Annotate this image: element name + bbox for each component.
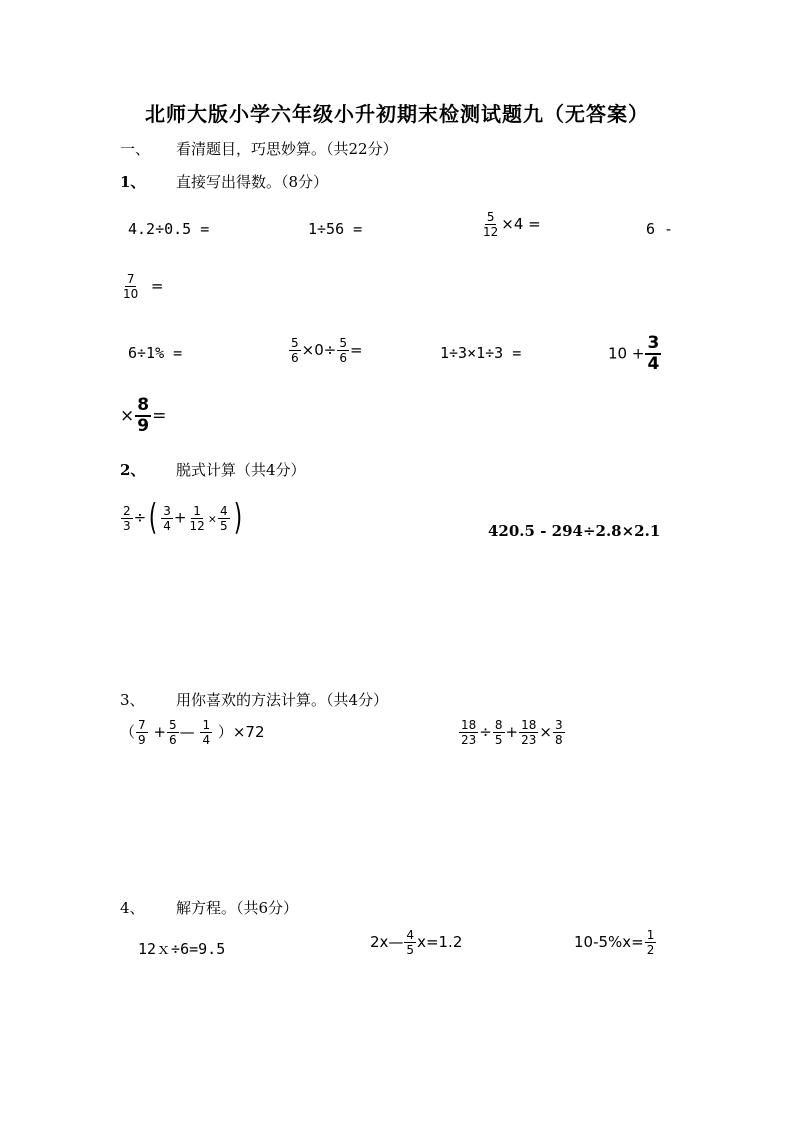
q1-number: 1、 <box>120 173 146 191</box>
q1-item-8-cont: × $\frac{8}{9}$ = <box>120 395 167 436</box>
q2-expression-1: $\frac{2}{3}$ ÷( $\frac{3}{4}$ + $\frac{1}{12}$ × $\frac{4}{5}$ ) <box>123 497 242 538</box>
fraction: $\frac{7}{10}$ <box>123 272 139 301</box>
q1-item-4-cont: $\frac{7}{10}$ = <box>123 272 164 301</box>
fraction: $\frac{2}{3}$ <box>123 503 131 533</box>
q4-equation-3: 10-5%x= $\frac{1}{2}$ <box>574 928 655 957</box>
fraction: $\frac{1}{4}$ <box>202 718 211 747</box>
fraction: $\frac{8}{9}$ <box>137 395 150 436</box>
fraction: $\frac{3}{8}$ <box>554 718 563 747</box>
fraction: $\frac{1}{12}$ <box>189 503 205 533</box>
part1-number: 一、 <box>120 140 151 158</box>
q3-expression-2: $\frac{18}{23}$ ÷ $\frac{8}{5}$ + $\frac{18}{23}$ × $\frac{3}{8}$ <box>461 718 563 747</box>
q1-item-4: 6 - <box>646 220 674 238</box>
q3-number: 3、 <box>120 691 145 709</box>
q1-item-7: 1÷3×1÷3 = <box>440 344 522 362</box>
fraction: $\frac{4}{5}$ <box>406 928 415 957</box>
q4-number: 4、 <box>120 899 145 917</box>
fraction: $\frac{5}{6}$ <box>339 336 347 365</box>
fraction: $\frac{1}{2}$ <box>646 928 655 957</box>
fraction: $\frac{5}{12}$ <box>483 210 499 239</box>
part1-heading: 看清题目，巧思妙算。（共22分） <box>176 140 398 158</box>
fraction: $\frac{8}{5}$ <box>494 718 503 747</box>
q4-equation-1: 12ｘ÷6=9.5 <box>138 940 226 958</box>
fraction: $\frac{3}{4}$ <box>163 503 171 533</box>
q2-expression-2: 420.5 - 294÷2.8×2.1 <box>488 522 661 540</box>
q2-heading: 脱式计算（共4分） <box>176 461 306 479</box>
fraction: $\frac{3}{4}$ <box>647 333 660 374</box>
q1-item-6: $\frac{5}{6}$ ×0÷ $\frac{5}{6}$ = <box>291 336 363 365</box>
fraction: $\frac{18}{23}$ <box>521 718 537 747</box>
q2-number: 2、 <box>120 461 146 479</box>
fraction: $\frac{7}{9}$ <box>138 718 146 747</box>
fraction: $\frac{18}{23}$ <box>461 718 477 747</box>
q1-item-5: 6÷1% = <box>128 344 183 362</box>
page-title: 北师大版小学六年级小升初期末检测试题九（无答案） <box>145 102 649 126</box>
fraction: $\frac{5}{6}$ <box>291 336 299 365</box>
fraction: $\frac{4}{5}$ <box>219 503 228 533</box>
q3-expression-1: （ $\frac{7}{9}$ + $\frac{5}{6}$ — $\frac{1}{4}$ ）×72 <box>120 718 265 747</box>
q1-item-8: 10 + $\frac{3}{4}$ <box>608 333 660 374</box>
q4-heading: 解方程。（共6分） <box>176 899 299 917</box>
q3-heading: 用你喜欢的方法计算。（共4分） <box>176 691 389 709</box>
q1-item-3: $\frac{5}{12}$ ×4 = <box>483 210 541 239</box>
q1-item-1: 4.2÷0.5 = <box>128 220 210 238</box>
q1-heading: 直接写出得数。（8分） <box>176 173 329 191</box>
q4-equation-2: 2x— $\frac{4}{5}$ x=1.2 <box>370 928 463 957</box>
fraction: $\frac{5}{6}$ <box>169 718 177 747</box>
q1-item-2: 1÷56 = <box>308 220 363 238</box>
